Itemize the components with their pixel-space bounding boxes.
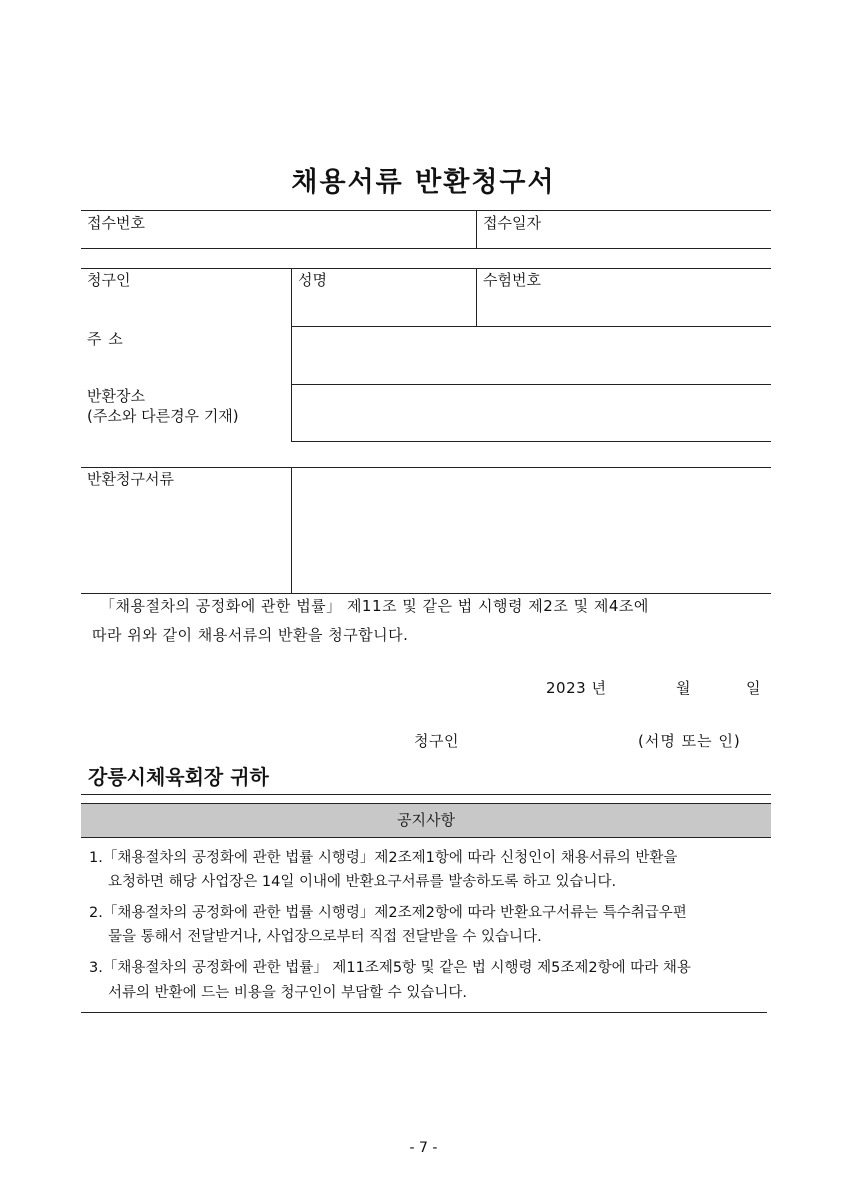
notice-item-3-line-1: 3.「채용절차의 공정화에 관한 법률」 제11조제5항 및 같은 법 시행령 제5조제2항에 따라 채용 (89, 960, 691, 976)
receipt-number-label: 접수번호 (87, 214, 145, 232)
table-border (81, 268, 771, 269)
signature-field[interactable] (480, 728, 630, 754)
signature-label: 청구인 (414, 732, 459, 750)
receipt-number-field[interactable] (151, 211, 471, 247)
notice-item-2-line-1: 2.「채용절차의 공정화에 관한 법률 시행령」제2조제2항에 따라 반환요구서류는 특수취급우편 (89, 905, 687, 921)
notice-heading: 공지사항 (81, 803, 771, 838)
return-place-label: 반환장소 (87, 387, 145, 405)
notice-item-2-line-2: 물을 통해서 전달받거나, 사업장으로부터 직접 전달받을 수 있습니다. (108, 929, 542, 945)
page-number: - 7 - (409, 1140, 438, 1156)
notice-top-rule (81, 794, 771, 795)
address-field[interactable] (294, 328, 768, 382)
name-field[interactable] (336, 292, 472, 324)
table-divider (291, 467, 292, 593)
table-border (291, 384, 771, 385)
table-divider (476, 210, 477, 248)
date-month: 월 (676, 679, 691, 697)
name-label: 성명 (298, 271, 327, 289)
notice-bottom-rule (81, 1012, 767, 1013)
notice-item-1-line-2: 요청하면 해당 사업장은 14일 이내에 반환요구서류를 발송하도록 하고 있습니다. (108, 874, 617, 890)
exam-number-field[interactable] (556, 292, 768, 324)
statement-line-1: 「채용절차의 공정화에 관한 법률」 제11조 및 같은 법 시행령 제2조 및 제4조에 (100, 597, 649, 615)
date-day: 일 (746, 679, 761, 697)
exam-number-label: 수험번호 (483, 271, 541, 289)
return-place-note: (주소와 다른경우 기재) (87, 407, 239, 425)
receipt-date-field[interactable] (551, 211, 769, 247)
document-title: 채용서류 반환청구서 (291, 167, 556, 198)
recipient: 강릉시체육회장 귀하 (88, 765, 269, 789)
date-year: 2023 년 (546, 679, 607, 697)
table-border (81, 248, 771, 249)
statement-line-2: 따라 위와 같이 채용서류의 반환을 청구합니다. (92, 626, 409, 644)
return-place-field[interactable] (294, 386, 768, 439)
notice-item-3-line-2: 서류의 반환에 드는 비용을 청구인이 부담할 수 있습니다. (108, 985, 468, 1001)
requested-documents-label: 반환청구서류 (87, 470, 174, 488)
receipt-date-label: 접수일자 (483, 214, 541, 232)
address-label: 주 소 (87, 330, 124, 348)
claimant-label: 청구인 (87, 271, 131, 289)
table-border (291, 326, 771, 327)
table-border (81, 467, 771, 468)
table-divider (291, 268, 292, 441)
signature-note: (서명 또는 인) (638, 732, 741, 750)
table-divider (476, 268, 477, 326)
requested-documents-field[interactable] (294, 469, 768, 591)
notice-item-1-line-1: 1.「채용절차의 공정화에 관한 법률 시행령」제2조제1항에 따라 신청인이 채용서류의 반환을 (89, 850, 678, 866)
table-border (291, 441, 771, 442)
